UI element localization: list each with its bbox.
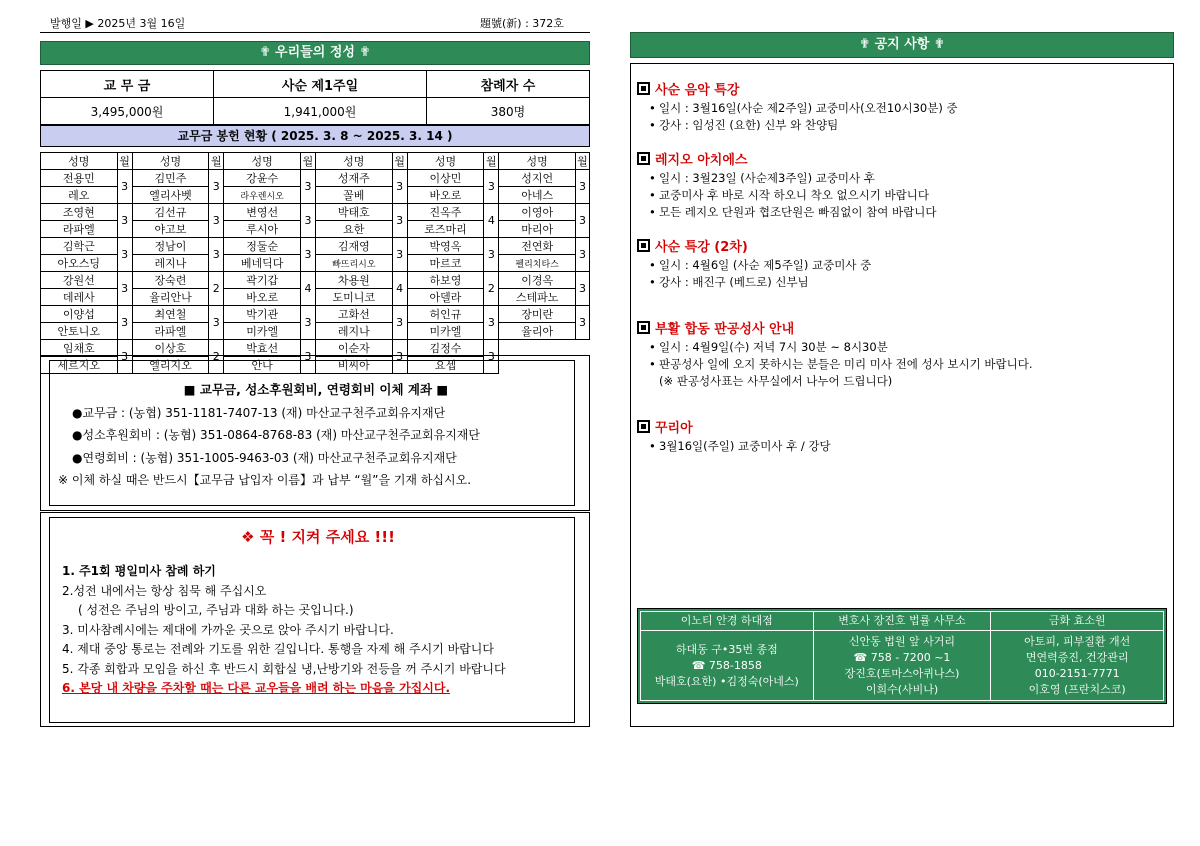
donor-name: 이상민 [407,170,484,187]
notice-line: • 강사 : 임성진 (요한) 신부 와 찬양팀 [659,117,1167,134]
donor-name: 하보영 [407,272,484,289]
accounts-box [40,355,590,511]
ad-optical-name: 이노티 안경 하대점 [641,612,814,631]
donor-baptismal-name: 바오로 [224,289,301,306]
donor-month: 4 [300,272,315,306]
donor-baptismal-name: 세르지오 [41,357,118,374]
donor-name: 김선규 [132,204,209,221]
ad-enzyme-details [991,631,1164,701]
donor-baptismal-name: 미카엘 [224,323,301,340]
checkbox-square-icon [637,239,650,252]
ad-law-owner: 장진호(토마스아퀴나스) [844,666,960,680]
notice-line: • 일시 : 4월9일(수) 저녁 7시 30분 ~ 8시30분 [659,339,1167,356]
donor-month: 3 [117,238,132,272]
donor-name: 곽기갑 [224,272,301,289]
donor-month: 4 [392,272,407,306]
weekly-title: 교무금 봉헌 현황 ( 2025. 3. 8 ~ 2025. 3. 14 ) [40,125,590,147]
donor-baptismal-name: 바오로 [407,187,484,204]
donor-baptismal-name: 펠리치타스 [499,255,576,272]
donor-baptismal-name: 율리안나 [132,289,209,306]
donor-name: 이양섭 [41,306,118,323]
donor-baptismal-name: 아오스딩 [41,255,118,272]
notice-line: • 3월16일(주일) 교중미사 후 / 강당 [659,438,1167,455]
offering-header-sunday: 사순 제1주일 [214,71,427,98]
checkbox-square-icon [637,152,650,165]
grid-header-name: 성명 [407,153,484,170]
grid-header-name: 성명 [224,153,301,170]
donor-baptismal-name: 마리아 [499,221,576,238]
notice-line: • 강사 : 배진구 (베드로) 신부님 [659,274,1167,291]
offering-value-dues: 3,495,000원 [41,98,214,125]
weekly-grid [40,152,590,374]
donor-month: 3 [300,340,315,374]
notice-heading: 레지오 아치에스 [655,153,748,168]
donor-month: 3 [575,170,589,204]
rule-1: 1. 주1회 평일미사 참례 하기 [62,564,216,578]
donor-baptismal-name: 빠뜨리시오 [316,255,393,272]
donor-name: 정둘순 [224,238,301,255]
offering-summary-table [40,70,590,125]
issue-number: 題號(新) : 372호 [480,17,564,30]
donor-name: 박태호 [316,204,393,221]
donor-name: 김민주 [132,170,209,187]
rule-6-warning: 6. 본당 내 차량을 주차할 때는 다른 교우들을 배려 하는 마음을 가집시다. [62,681,451,695]
donor-baptismal-name: 도미니코 [316,289,393,306]
notice-box [630,63,1174,727]
donor-month: 4 [484,204,499,238]
ad-law-address: 신안동 법원 앞 사거리 [848,634,956,648]
offering-header-attendance: 참례자 수 [427,71,590,98]
donor-name: 강윤수 [224,170,301,187]
donor-name: 최연철 [132,306,209,323]
ad-optical-phone: ☎ 758-1858 [691,658,762,672]
donor-baptismal-name: 엘리지오 [132,357,209,374]
donor-baptismal-name: 레지나 [316,323,393,340]
donor-month: 3 [575,238,589,272]
notice-line: • 일시 : 4월6일 (사순 제5주일) 교중미사 중 [659,257,1167,274]
donor-baptismal-name: 율리아 [499,323,576,340]
donor-baptismal-name: 아네스 [499,187,576,204]
donor-name: 박영옥 [407,238,484,255]
donor-month: 3 [300,204,315,238]
donor-baptismal-name: 아델라 [407,289,484,306]
ads-panel [637,608,1167,704]
donor-name: 고화선 [316,306,393,323]
rules-box [40,512,590,727]
notice-line: • 판공성사 일에 오지 못하시는 분들은 미리 미사 전에 성사 보시기 바랍니다. [659,356,1167,373]
rule-3: 3. 미사참례시에는 제대에 가까운 곳으로 앉아 주시기 바랍니다. [62,622,394,637]
ad-optical-details [641,631,814,701]
ad-law-name: 변호사 장진호 법률 사무소 [813,612,991,631]
offering-value-sunday: 1,941,000원 [214,98,427,125]
donor-month: 3 [484,340,499,374]
ads-table [640,611,1164,701]
donor-baptismal-name: 루시아 [224,221,301,238]
donor-baptismal-name: 라파엘 [132,323,209,340]
donor-month: 3 [209,238,224,272]
notice-line: • 일시 : 3월16일(사순 제2주일) 교중미사(오전10시30분) 중 [659,100,1167,117]
notice-title: ✟ 공지 사항 ✟ [630,32,1174,58]
notice-line: • 일시 : 3월23일 (사순제3주일) 교중미사 후 [659,170,1167,187]
donor-month: 3 [575,204,589,238]
ad-enzyme-name: 금화 효소원 [991,612,1164,631]
donor-baptismal-name: 레지나 [132,255,209,272]
account-vocation: ●성소후원회비 : (농협) 351-0864-8768-83 (재) 마산교구천주교회유지재단 [72,428,480,442]
offering-title: ✟ 우리들의 정성 ✟ [40,41,590,65]
grid-header-month: 월 [392,153,407,170]
grid-header-name: 성명 [316,153,393,170]
donor-month: 3 [209,204,224,238]
notice-line: (※ 판공성사표는 사무실에서 나누어 드립니다) [659,374,893,388]
checkbox-square-icon [637,321,650,334]
account-funeral: ●연령회비 : (농협) 351-1005-9463-03 (재) 마산교구천주교회유지재단 [72,450,457,465]
donor-month: 3 [300,238,315,272]
donor-name: 박효선 [224,340,301,357]
donor-month: 3 [392,340,407,374]
donor-month: 3 [117,340,132,374]
donor-name: 이상호 [132,340,209,357]
donor-name: 이순자 [316,340,393,357]
notice-section [637,152,1167,221]
donor-month: 3 [117,204,132,238]
account-dues: ●교무금 : (농협) 351-1181-7407-13 (재) 마산교구천주교회유지재단 [72,405,446,420]
accounts-title: ■ 교무금, 성소후원회비, 연령회비 이체 계좌 ■ [183,382,449,397]
donor-name: 진옥주 [407,204,484,221]
ad-law-partner: 이희수(사비나) [865,682,939,696]
donor-name: 조영현 [41,204,118,221]
rule-5: 5. 각종 회합과 모임을 하신 후 반드시 회합실 냉,난방기와 전등을 꺼 주시기 바랍니다 [62,661,506,676]
donor-baptismal-name: 라파엘 [41,221,118,238]
donor-name: 전연화 [499,238,576,255]
rule-2-note: ( 성전은 주님의 방이고, 주님과 대화 하는 곳입니다.) [78,603,354,617]
donor-month: 2 [209,340,224,374]
donor-month: 3 [300,306,315,340]
donor-baptismal-name: 레오 [41,187,118,204]
ad-law-details [813,631,991,701]
donor-baptismal-name: 베네딕다 [224,255,301,272]
rule-4: 4. 제대 중앙 통로는 전례와 기도를 위한 길입니다. 통행을 자제 해 주시기 바랍니다 [62,642,494,656]
donor-name: 김정수 [407,340,484,357]
notice-section [637,321,1167,390]
rules-title: ❖ 꼭 ! 지켜 주세요 !!! [241,528,395,546]
accounts-note: ※ 이체 하실 때은 반드시【교무금 납입자 이름】과 납부 “월”을 기재 하십시오. [58,473,472,487]
donor-name: 성재주 [316,170,393,187]
donor-month: 3 [575,306,589,340]
donor-month: 3 [300,170,315,204]
grid-header-month: 월 [575,153,589,170]
donor-baptismal-name: 스테파노 [499,289,576,306]
checkbox-square-icon [637,420,650,433]
donor-month: 2 [209,272,224,306]
ad-enzyme-line1: 아토피, 피부질환 개선 [1024,634,1131,648]
donor-name: 임채호 [41,340,118,357]
donor-month: 3 [484,170,499,204]
notice-heading: 사순 음악 특강 [655,83,740,98]
donor-baptismal-name: 라우렌시오 [224,187,301,204]
notice-line: • 교중미사 후 바로 시작 하오니 착오 없으시기 바랍니다 [659,187,1167,204]
grid-header-month: 월 [484,153,499,170]
donor-baptismal-name: 로즈마리 [407,221,484,238]
donor-baptismal-name: 안나 [224,357,301,374]
donor-name: 장미란 [499,306,576,323]
donor-month: 3 [209,170,224,204]
header-rule [40,32,590,33]
donor-month: 3 [392,238,407,272]
donor-month: 3 [117,272,132,306]
ad-enzyme-phone: 010-2151-7771 [1034,666,1120,680]
donor-month: 3 [484,306,499,340]
donor-month: 3 [392,170,407,204]
donor-name: 김학근 [41,238,118,255]
donor-name: 이경옥 [499,272,576,289]
donor-name: 성지언 [499,170,576,187]
donor-month: 3 [392,204,407,238]
grid-header-name: 성명 [132,153,209,170]
notice-section [637,239,1167,291]
donor-baptismal-name: 미카엘 [407,323,484,340]
ad-optical-owner: 박태호(요한) •김정숙(아네스) [654,674,799,688]
donor-month: 3 [392,306,407,340]
notice-section [637,82,1167,134]
checkbox-square-icon [637,82,650,95]
donor-name: 박기관 [224,306,301,323]
ad-enzyme-line2: 면연력증진, 건강관리 [1025,650,1129,664]
grid-header-name: 성명 [41,153,118,170]
offering-header-dues: 교 무 금 [41,71,214,98]
grid-header-month: 월 [117,153,132,170]
notice-section [637,420,1167,455]
donor-baptismal-name: 데레사 [41,289,118,306]
donor-baptismal-name: 요셉 [407,357,484,374]
notice-line: • 모든 레지오 단원과 협조단원은 빠짐없이 참여 바랍니다 [659,204,1167,221]
donor-name: 정남이 [132,238,209,255]
offering-value-attendance: 380명 [427,98,590,125]
donor-month: 2 [484,272,499,306]
ad-enzyme-owner: 이호영 (프란치스코) [1028,682,1126,696]
donor-baptismal-name: 야고보 [132,221,209,238]
donor-name: 이영아 [499,204,576,221]
donor-name: 허인규 [407,306,484,323]
donor-name: 차용원 [316,272,393,289]
rule-2: 2.성전 내에서는 항상 침묵 해 주십시오 [62,583,267,598]
grid-header-month: 월 [300,153,315,170]
donor-month: 3 [209,306,224,340]
donor-name: 김재영 [316,238,393,255]
notice-heading: 사순 특강 (2차) [655,240,748,255]
donor-baptismal-name: 비씨아 [316,357,393,374]
grid-header-name: 성명 [499,153,576,170]
donor-name: 장숙련 [132,272,209,289]
donor-baptismal-name: 마르코 [407,255,484,272]
donor-name: 전용민 [41,170,118,187]
grid-header-month: 월 [209,153,224,170]
donor-month: 3 [117,306,132,340]
donor-month: 3 [117,170,132,204]
donor-baptismal-name: 요한 [316,221,393,238]
ad-law-phone: ☎ 758 - 7200 ~1 [853,650,951,664]
donor-baptismal-name: 안토니오 [41,323,118,340]
issue-date: 발행일 ▶ 2025년 3월 16일 [50,17,186,30]
donor-name: 강원선 [41,272,118,289]
donor-baptismal-name: 엘리사벳 [132,187,209,204]
donor-month: 3 [575,272,589,306]
ad-optical-address: 하대동 구•35번 종점 [675,642,778,656]
donor-name: 변영선 [224,204,301,221]
notice-heading: 부활 합동 판공성사 안내 [655,322,795,337]
notice-heading: 꾸리아 [655,421,693,436]
donor-month: 3 [484,238,499,272]
donor-baptismal-name: 꼴베 [316,187,393,204]
